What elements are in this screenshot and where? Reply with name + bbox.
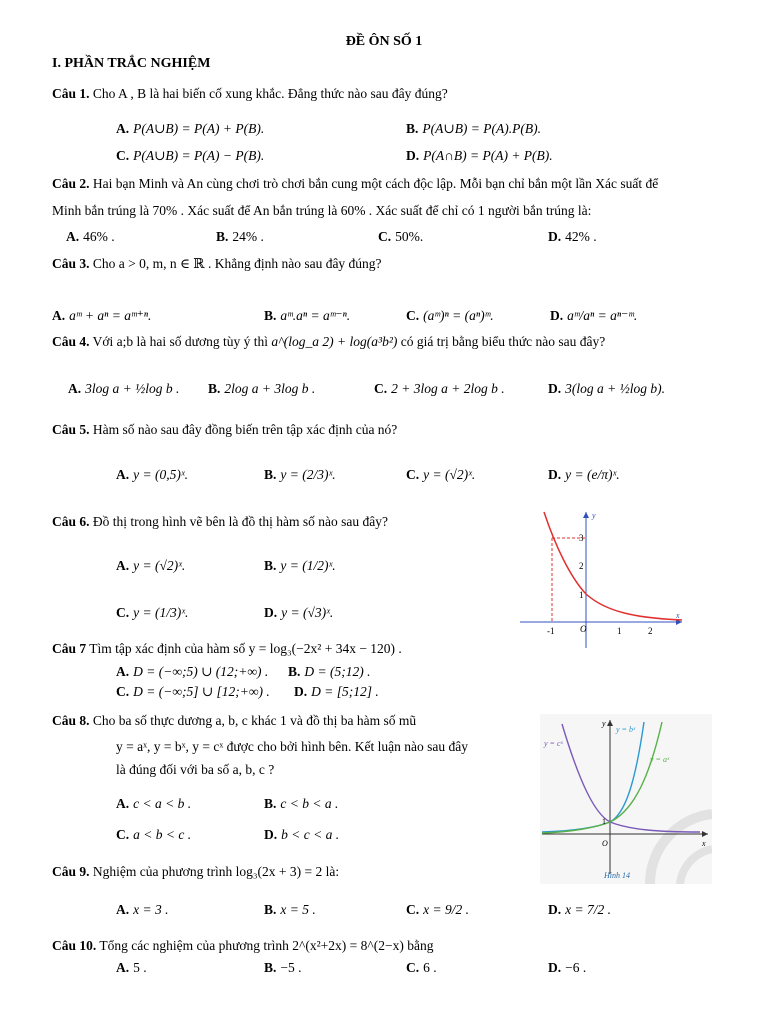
- q6-option-d: D. y = (√3)ˣ.: [264, 605, 334, 620]
- q1-option-d: D. P(A∩B) = P(A) + P(B).: [406, 148, 553, 163]
- y-tick-label: 3: [579, 533, 584, 543]
- question-7: [52, 641, 402, 657]
- q1-option-c: C. P(A∪B) = P(A) − P(B).: [116, 148, 265, 163]
- question-label: Câu 4.: [52, 334, 90, 349]
- q3-option-a: A. aᵐ + aⁿ = aᵐ⁺ⁿ.: [52, 308, 152, 323]
- question-label: Câu 7: [52, 641, 87, 656]
- q5-option-b: B. y = (2/3)ˣ.: [264, 467, 336, 482]
- q4-option-c: C. 2 + 3log a + 2log b .: [374, 381, 505, 396]
- question-text: Tìm tập xác định của hàm số y = log₃(−2x² + 34x − 120) .: [86, 641, 402, 656]
- q2-option-d: D. 42% .: [548, 229, 597, 244]
- question-4: [52, 334, 605, 350]
- x-tick-label: 1: [617, 626, 622, 636]
- exam-title: ĐỀ ÔN SỐ 1: [345, 34, 423, 49]
- question-8-line2: y = aˣ, y = bˣ, y = cˣ được cho bởi hình bên. Kết luận nào sau đây: [116, 739, 468, 754]
- q7-option-a: A. D = (−∞;5) ∪ (12;+∞) .: [116, 664, 269, 679]
- q10-option-b: B. −5 .: [264, 960, 302, 975]
- question-label: Câu 9.: [52, 864, 90, 879]
- question-label: Câu 5.: [52, 422, 90, 437]
- q6-option-c: C. y = (1/3)ˣ.: [116, 605, 189, 620]
- x-axis-label: x: [676, 611, 680, 620]
- question-label: Câu 1.: [52, 86, 90, 101]
- question-label: Câu 10.: [52, 938, 97, 953]
- q3-option-d: D. aᵐ/aⁿ = aⁿ⁻ᵐ.: [550, 308, 638, 323]
- question-text: Hai bạn Minh và An cùng chơi trò chơi bắn cung một cách độc lập. Mỗi bạn chỉ bắn một lần Xác suất để: [89, 176, 659, 191]
- question-text: Cho ba số thực dương a, b, c khác 1 và đồ thị ba hàm số mũ: [89, 713, 417, 728]
- x-axis-label: x: [702, 839, 706, 848]
- question-5: [52, 422, 397, 438]
- question-label: Câu 3.: [52, 256, 90, 271]
- q3-option-b: B. aᵐ.aⁿ = aᵐ⁻ⁿ.: [264, 308, 351, 323]
- x-tick-label: 2: [648, 626, 653, 636]
- q3-option-c: C. (aᵐ)ⁿ = (aⁿ)ᵐ.: [406, 308, 494, 323]
- curve-c-label: y = cˣ: [544, 739, 563, 748]
- y-tick-label: 2: [579, 561, 584, 571]
- question-1: [52, 86, 448, 102]
- q10-option-a: A. 5 .: [116, 960, 147, 975]
- origin-label: O: [602, 839, 608, 848]
- origin-label: O: [580, 624, 587, 634]
- y-tick-label: 1: [579, 590, 584, 600]
- q9-option-b: B. x = 5 .: [264, 902, 316, 917]
- question-text: Đồ thị trong hình vẽ bên là đồ thị hàm số nào sau đây?: [89, 514, 388, 529]
- y-tick-label: 1: [602, 817, 606, 826]
- question-expression: a^(log_a 2) + log(a³b²): [271, 334, 398, 349]
- question-3: [52, 256, 382, 272]
- question-text: Hàm số nào sau đây đồng biến trên tập xác định của nó?: [89, 422, 398, 437]
- q1-option-b: B. P(A∪B) = P(A).P(B).: [406, 121, 542, 136]
- q2-option-c: C. 50%.: [378, 229, 424, 244]
- q10-option-d: D. −6 .: [548, 960, 587, 975]
- question-text: Nghiệm của phương trình log₃(2x + 3) = 2 là:: [89, 864, 340, 879]
- question-6: [52, 514, 388, 530]
- section-heading: I. PHẦN TRẮC NGHIỆM: [52, 56, 211, 71]
- q9-option-d: D. x = 7/2 .: [548, 902, 611, 917]
- question-text: Cho a > 0, m, n ∈ ℝ . Khẳng định nào sau đây đúng?: [89, 256, 382, 271]
- q7-option-d: D. D = [5;12] .: [294, 684, 379, 699]
- q7-option-c: C. D = (−∞;5] ∪ [12;+∞) .: [116, 684, 270, 699]
- question-text-end: có giá trị bằng biểu thức nào sau đây?: [397, 334, 606, 349]
- q7-option-b: B. D = (5;12) .: [288, 664, 371, 679]
- question-text: Cho A , B là hai biến cố xung khắc. Đẳng thức nào sau đây đúng?: [89, 86, 448, 101]
- question-text: Với a;b là hai số dương tùy ý thì: [89, 334, 272, 349]
- q5-option-a: A. y = (0,5)ˣ.: [116, 467, 189, 482]
- y-axis-arrow-icon: [583, 512, 589, 518]
- q6-option-b: B. y = (1/2)ˣ.: [264, 558, 336, 573]
- question-2: [52, 176, 658, 192]
- q5-option-d: D. y = (e/π)ˣ.: [548, 467, 620, 482]
- q6-option-a: A. y = (√2)ˣ.: [116, 558, 186, 573]
- q10-option-c: C. 6 .: [406, 960, 437, 975]
- curve-b-label: y = bˣ: [616, 725, 636, 734]
- question-label: Câu 2.: [52, 176, 90, 191]
- q8-option-d: D. b < c < a .: [264, 827, 340, 842]
- y-axis-label: y: [592, 511, 596, 520]
- question-8: [52, 713, 416, 729]
- q1-option-a: A. P(A∪B) = P(A) + P(B).: [116, 121, 265, 136]
- q4-option-b: B. 2log a + 3log b .: [208, 381, 316, 396]
- question-9: [52, 864, 339, 880]
- q9-option-a: A. x = 3 .: [116, 902, 169, 917]
- q8-function-graph: [540, 714, 712, 884]
- q6-function-graph: [516, 508, 684, 652]
- question-label: Câu 8.: [52, 713, 90, 728]
- curve-a-label: y = aˣ: [650, 755, 670, 764]
- figure-caption: Hình 14: [604, 871, 630, 880]
- q2-option-a: A. 46% .: [66, 229, 115, 244]
- graph-background: [540, 714, 712, 884]
- q4-option-a: A. 3log a + ½log b .: [68, 381, 180, 396]
- q8-option-c: C. a < b < c .: [116, 827, 192, 842]
- q9-option-c: C. x = 9/2 .: [406, 902, 469, 917]
- question-2-line2: Minh bắn trúng là 70% . Xác suất để An bắn trúng là 60% . Xác suất để chỉ có 1 người bắn trúng là:: [52, 203, 592, 218]
- q5-option-c: C. y = (√2)ˣ.: [406, 467, 476, 482]
- q8-option-a: A. c < a < b .: [116, 796, 192, 811]
- y-axis-label: y: [602, 719, 606, 728]
- x-tick-label: -1: [547, 626, 555, 636]
- q4-option-d: D. 3(log a + ½log b).: [548, 381, 665, 396]
- exponential-curve: [544, 512, 682, 620]
- q8-option-b: B. c < b < a .: [264, 796, 339, 811]
- question-text: Tổng các nghiệm của phương trình 2^(x²+2x) = 8^(2−x) bằng: [96, 938, 434, 953]
- question-label: Câu 6.: [52, 514, 90, 529]
- q2-option-b: B. 24% .: [216, 229, 264, 244]
- question-8-line3: là đúng đối với ba số a, b, c ?: [116, 762, 275, 777]
- question-10: [52, 938, 433, 954]
